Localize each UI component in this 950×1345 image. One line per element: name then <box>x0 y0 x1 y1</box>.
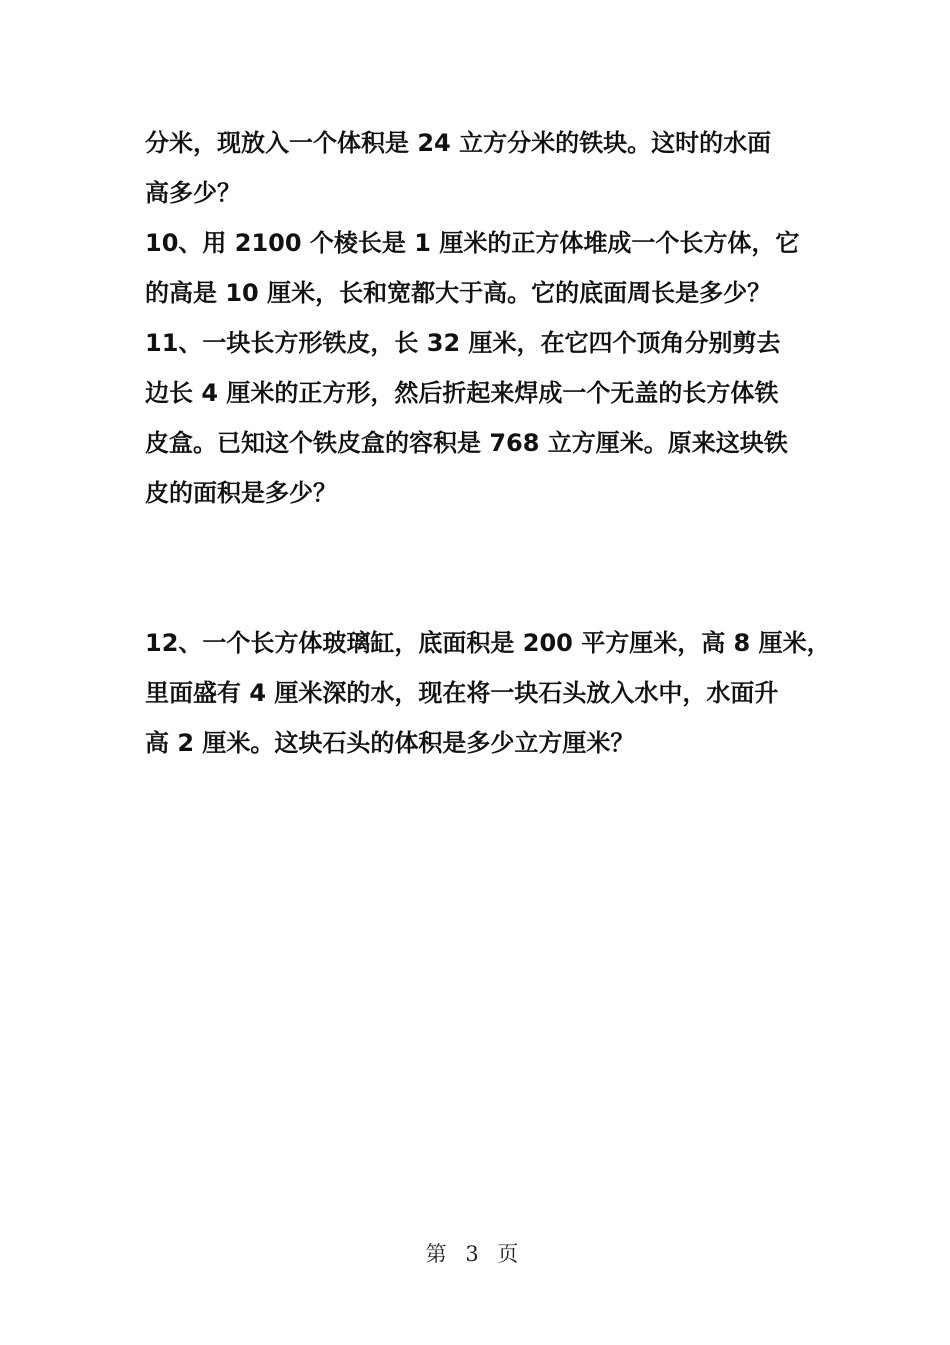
text-line: 高多少？ <box>145 179 241 207</box>
text-line: 12、一个长方体玻璃缸，底面积是 200 平方厘米，高 8 厘米， <box>145 629 831 657</box>
text-line: 11、一块长方形铁皮，长 32 厘米，在它四个顶角分别剪去 <box>145 329 781 357</box>
text-line: 里面盛有 4 厘米深的水，现在将一块石头放入水中，水面升 <box>145 679 779 707</box>
text-line: 边长 4 厘米的正方形，然后折起来焊成一个无盖的长方体铁 <box>145 379 779 407</box>
document-body <box>145 118 831 768</box>
answer-space <box>145 518 810 618</box>
question-10 <box>145 218 810 318</box>
question-12 <box>145 618 831 768</box>
text-line: 高 2 厘米。这块石头的体积是多少立方厘米？ <box>145 729 635 757</box>
text-line: 的高是 10 厘米，长和宽都大于高。它的底面周长是多少？ <box>145 279 772 307</box>
page-number: 第 3 页 <box>425 1242 525 1266</box>
question-11 <box>145 318 810 518</box>
question-9-continuation <box>145 118 810 218</box>
text-line: 皮盒。已知这个铁皮盒的容积是 768 立方厘米。原来这块铁 <box>145 429 788 457</box>
text-line: 10、用 2100 个棱长是 1 厘米的正方体堆成一个长方体，它 <box>145 229 800 257</box>
text-line: 分米，现放入一个体积是 24 立方分米的铁块。这时的水面 <box>145 129 772 157</box>
text-line: 皮的面积是多少？ <box>145 479 337 507</box>
